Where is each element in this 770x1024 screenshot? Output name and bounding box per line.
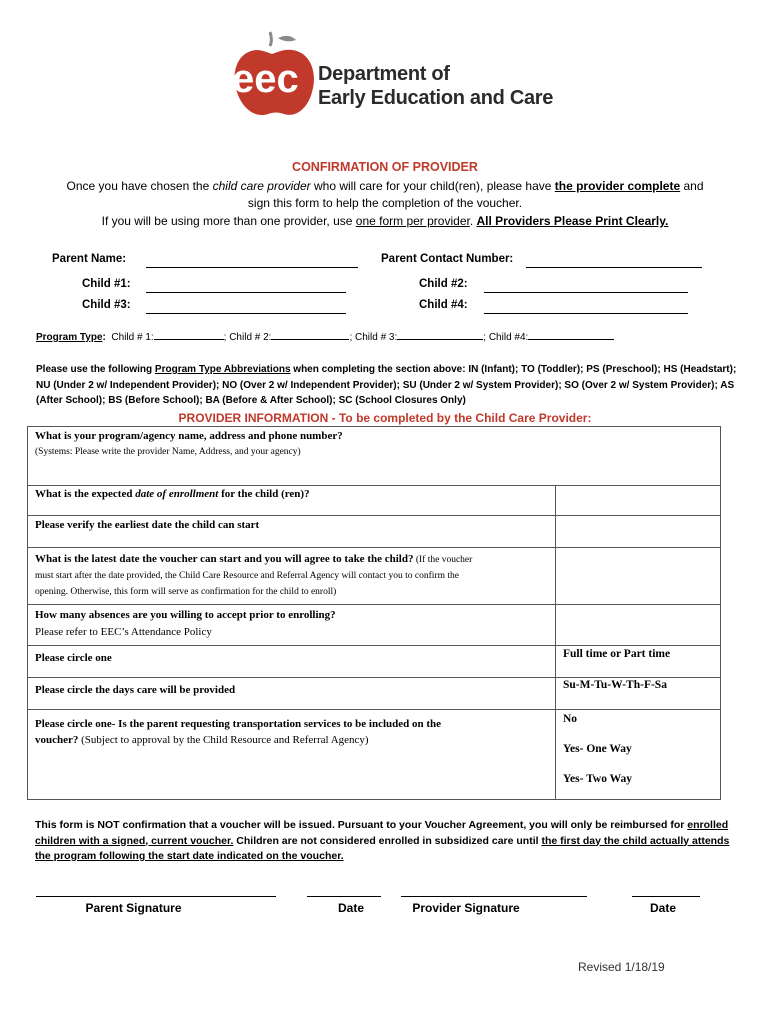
question-latest-start: What is the latest date the voucher can start and you will agree to take the child? (If the voucher [35,553,473,565]
date-2-line[interactable] [632,896,700,897]
logo-line-2: Early Education and Care [318,87,554,109]
provider-signature-line[interactable] [401,896,587,897]
logo-mark-text: eec [232,57,299,101]
program-type-label: Program Type [36,332,103,343]
answer-transport-two-way[interactable]: Yes- Two Way [563,773,633,785]
child-4-field[interactable] [484,313,688,314]
table-column-divider [555,485,556,799]
answer-full-part-time[interactable]: Full time or Part time [563,648,671,660]
program-type-child-2-field[interactable] [271,339,349,340]
child-2-label: Child #2: [419,278,468,290]
answer-transport-no[interactable]: No [563,713,578,725]
table-row-divider [28,604,720,605]
question-absences: How many absences are you willing to accept prior to enrolling? [35,609,336,621]
provider-info-table [27,426,721,800]
provider-signature-label: Provider Signature [412,901,520,915]
question-earliest-start: Please verify the earliest date the child can start [35,519,260,531]
answer-days-of-week[interactable]: Su-M-Tu-W-Th-F-Sa [563,679,667,691]
table-row-divider [28,515,720,516]
eec-logo [226,30,556,120]
table-row-divider [28,645,720,646]
child-3-field[interactable] [146,313,346,314]
table-row-divider [28,677,720,678]
question-circle-one: Please circle one [35,652,112,664]
program-type-child-3-field[interactable] [397,339,483,340]
question-days-of-care: Please circle the days care will be provided [35,684,236,696]
revision-date: Revised 1/18/19 [578,960,665,974]
parent-name-label: Parent Name: [52,253,127,265]
parent-signature-label: Parent Signature [85,901,182,915]
intro-line-2: sign this form to help the completion of the voucher. [247,196,523,210]
table-row-divider [28,485,720,486]
parent-signature-line[interactable] [36,896,276,897]
answer-transport-one-way[interactable]: Yes- One Way [563,743,632,755]
question-program-name-note: (Systems: Please write the provider Name, Address, and your agency) [35,447,301,457]
child-1-label: Child #1: [82,278,131,290]
disclaimer-text: This form is NOT confirmation that a voucher will be issued. Pursuant to your Voucher Agreement, you will only be reimbursed for enrolled children with a signed, current voucher. Children are not considered enrolled in subsidized care until the first day the child actually attends the program following the start date indicated on the voucher. [35,819,730,862]
child-4-label: Child #4: [419,299,468,311]
program-type-abbreviations: Please use the following Program Type Abbreviations when completing the section above: IN (Infant); TO (Toddler); PS (Preschool); HS (Headstart); NU (Under 2 w/ Independent Provider); NO (Over 2 w/ Independent Provider); SU (Under 2 w/ System Provider); SO (Over 2 w/ System Provider); AS (After School); BS (Before School); BA (Before & After School); SC (School Closures Only) [36,364,737,406]
logo-line-1: Department of [318,63,450,85]
date-1-label: Date [337,901,364,915]
parent-name-field[interactable] [146,267,358,268]
intro-line-3: If you will be using more than one provider, use one form per provider. All Providers Please Print Clearly. [101,214,669,228]
child-2-field[interactable] [484,292,688,293]
program-type-child-1-field[interactable] [154,339,224,340]
table-row-divider [28,547,720,548]
question-absences-note: Please refer to EEC’s Attendance Policy [35,626,212,638]
child-1-field[interactable] [146,292,346,293]
question-enrollment-date: What is the expected date of enrollment for the child (ren)? [35,488,310,500]
page-title: CONFIRMATION OF PROVIDER [292,160,478,174]
program-type-row: Program Type: Child # 1: ; Child # 2: ; Child # 3: ; Child #4: [36,332,614,343]
question-latest-start-note-2: must start after the date provided, the Child Care Resource and Referral Agency will contact you to confirm the [35,571,459,581]
date-2-label: Date [649,901,676,915]
program-type-child-4-field[interactable] [528,339,614,340]
intro-line-1: Once you have chosen the child care provider who will care for your child(ren), please have the provider complete and [66,179,704,193]
question-program-name: What is your program/agency name, address and phone number? [35,430,343,442]
provider-info-title: PROVIDER INFORMATION - To be completed by the Child Care Provider: [178,411,592,425]
date-1-line[interactable] [307,896,381,897]
question-transportation: Please circle one- Is the parent requesting transportation services to be included on the [35,718,442,730]
table-row-divider [28,709,720,710]
parent-contact-field[interactable] [526,267,702,268]
parent-contact-label: Parent Contact Number: [381,253,514,265]
question-latest-start-note-3: opening. Otherwise, this form will serve as confirmation for the child to enroll) [35,587,337,597]
child-3-label: Child #3: [82,299,131,311]
question-transportation-line-2: voucher? (Subject to approval by the Child Resource and Referral Agency) [35,734,369,746]
